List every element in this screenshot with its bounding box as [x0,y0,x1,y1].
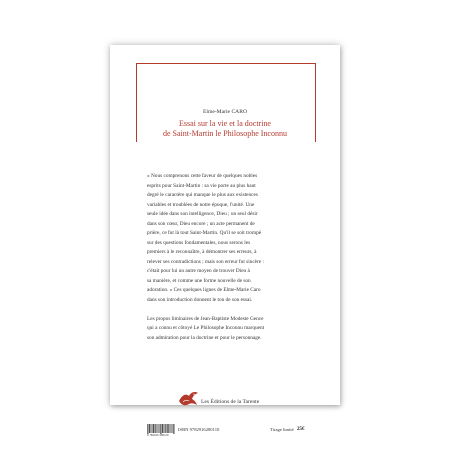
quote-line: « Nous comprenons cette faveur de quelques nobles [147,173,258,179]
quote-line: sa manière, et comme une forme nouvelle de son [147,277,251,284]
quote-line: esprits pour Saint-Martin : sa vie porte au plus haut [147,182,256,189]
note-line: Les propos liminaires de Jean-Baptiste Modeste Gence [147,316,264,322]
barcode-digits: 9 782916 280110 [147,433,169,437]
quote-line: seule idée dans son intelligence, Dieu ; un seul désir [147,211,258,217]
quote-line: adoration. » Ces quelques lignes de Elme-Marie Caro [147,287,261,293]
quote-line: degré le caractère qui manque le plus aux existences [147,192,258,198]
quote-line: sur des questions fondamentales, nous serons les [147,239,251,246]
isbn-number: ISBN 9782916280110 [178,427,220,432]
note-line: son admiration pour la doctrine et pour le personnage. [147,334,262,341]
author-name: Elme-Marie CARO [203,109,247,115]
title-line-1: Essai sur la vie et la doctrine [179,119,271,128]
quote-line: relever ses contradictions ; mais son erreur fut sincère : [147,258,264,265]
quote-line: dans son cœur, Dieu encore ; un acte permanent de [147,220,255,227]
quote-line: premiers à le reconnaître, à démontrer ses erreurs, à [147,249,257,255]
publisher-name: Les Éditions de la Tarente [201,399,260,405]
price-label: 25€ [297,426,305,432]
red-bird-logo-icon [177,389,199,409]
limited-edition-label: Tirage limité [270,427,294,432]
quote-line: dans son introduction donnent le ton de son essai. [147,296,253,303]
book-title [110,119,340,138]
book-back-cover [110,45,340,437]
blurb-quote [147,172,304,305]
quote-line: variables et troublées de notre époque, l'unité. Une [147,201,255,208]
blurb-note [147,315,304,343]
quote-line: prière, ce fut là tout Saint-Martin. Qu'il se soit trompé [147,230,262,236]
title-line-2: de Saint-Martin le Philosophe Inconnu [163,128,287,138]
quote-line: c'était pour lui un autre moyen de trouver Dieu à [147,268,250,274]
note-line: qui a connu et côtoyé Le Philosophe Inconnu marquent [147,325,265,332]
